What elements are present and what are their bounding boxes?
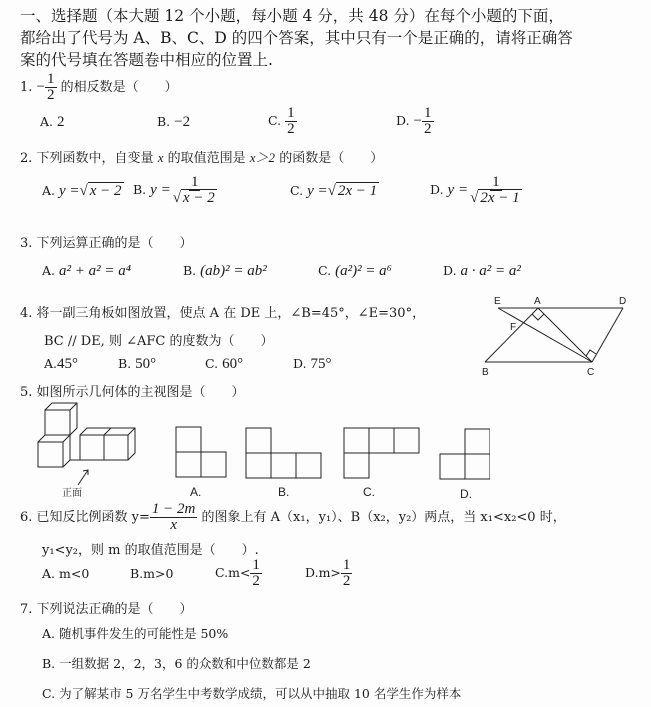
option-label: C. xyxy=(268,113,282,128)
option-b[interactable] xyxy=(118,356,156,373)
numerator: 1 xyxy=(424,105,432,121)
question-stem: 如图所示几何体的主视图是（ ） xyxy=(36,385,245,400)
radicand: x − 2 xyxy=(182,190,215,206)
fraction xyxy=(341,558,353,589)
option-label: D. xyxy=(430,182,444,197)
question-2 xyxy=(20,147,383,166)
option-b[interactable] xyxy=(157,114,190,131)
lhs: y = xyxy=(307,183,328,199)
option-c[interactable] xyxy=(268,106,297,137)
option-text: 45° xyxy=(57,356,79,372)
label-c: C xyxy=(587,367,595,378)
option-b[interactable] xyxy=(183,263,267,280)
option-label: D. xyxy=(293,356,307,371)
option-c[interactable] xyxy=(215,558,262,589)
question-stem: 的相反数是（ ） xyxy=(60,80,178,95)
numerator: 1 xyxy=(252,557,260,573)
option-label: A. xyxy=(42,183,56,198)
view-label-a: A. xyxy=(190,485,202,499)
question-5 xyxy=(20,381,245,400)
option-label: D. xyxy=(396,113,410,128)
option-b[interactable] xyxy=(133,175,219,206)
label-e: E xyxy=(494,296,501,307)
option-label: B. xyxy=(183,263,197,278)
question-number: 1. xyxy=(20,80,33,95)
option-c[interactable] xyxy=(318,263,392,280)
section-header-line-1: 一、选择题（本大题 12 个小题，每小题 4 分，共 48 分）在每个小题的下面， xyxy=(20,7,564,25)
line-dc xyxy=(592,308,623,362)
denominator: 2 xyxy=(252,573,260,589)
option-c[interactable] xyxy=(42,684,461,702)
option-label: B. xyxy=(118,356,132,371)
lhs: y = xyxy=(59,183,80,199)
option-label: C. xyxy=(290,183,304,198)
front-label: 正面 xyxy=(62,488,82,499)
view-options xyxy=(160,415,490,500)
question-number: 7. xyxy=(20,602,33,617)
option-label: A. xyxy=(44,356,58,371)
question-4 xyxy=(20,302,425,321)
option-d[interactable] xyxy=(293,356,332,373)
denominator: x xyxy=(170,517,177,533)
option-text: 60° xyxy=(222,356,244,372)
cube-solid-figure xyxy=(30,400,160,500)
view-label-b: B. xyxy=(278,485,290,499)
numerator: 1 xyxy=(190,174,199,190)
question-6-line-2: y₁<y₂，则 m 的取值范围是（ ）. xyxy=(42,543,259,558)
question-6 xyxy=(20,502,566,533)
label-f: F xyxy=(510,322,517,333)
option-label: A. xyxy=(40,114,54,129)
lhs: y = xyxy=(150,182,171,198)
minus-sign: − xyxy=(413,113,423,129)
question-4-line-2: BC // DE, 则 ∠AFC 的度数为（ ） xyxy=(44,334,274,349)
question-1 xyxy=(20,72,178,103)
option-label: A. xyxy=(42,626,56,641)
option-c[interactable]: C. y =√ 2x − 1 xyxy=(290,183,378,199)
question-number: 5. xyxy=(20,385,33,400)
radicand: x − 2 xyxy=(89,183,122,199)
option-label: B. xyxy=(42,656,56,671)
option-c[interactable] xyxy=(205,356,243,373)
option-text: a² + a² = a⁴ xyxy=(59,263,131,279)
option-label: C. xyxy=(42,686,56,701)
view-label-d: D. xyxy=(460,487,472,500)
option-label: D. xyxy=(443,263,457,278)
fraction: $\frac{1}{√ x - 2}$ xyxy=(172,174,215,206)
option-label: B. xyxy=(157,114,171,129)
numerator: 1 xyxy=(342,557,351,573)
option-d[interactable] xyxy=(396,106,434,137)
denominator: 2 xyxy=(47,87,55,103)
section-header-line-3: 案的代号填在答题卷中相应的位置上. xyxy=(20,51,273,69)
option-d[interactable] xyxy=(443,263,521,280)
numerator: 1 xyxy=(287,105,295,121)
lhs: y = xyxy=(447,182,469,198)
view-label-c: C. xyxy=(363,485,375,499)
option-text: 2 xyxy=(57,114,65,130)
radicand: 2x − 1 xyxy=(337,183,378,199)
view-option-b[interactable] xyxy=(246,428,321,478)
option-label: A. xyxy=(42,566,56,581)
question-stem-part: 的函数是（ ） xyxy=(279,151,384,166)
numerator: 1 xyxy=(47,71,55,87)
option-b[interactable] xyxy=(130,566,173,581)
view-option-d[interactable] xyxy=(440,429,490,479)
question-stem-part: 已知反比例函数 y= xyxy=(36,510,150,525)
question-number: 2. xyxy=(20,151,33,166)
question-stem: 下列说法正确的是（ ） xyxy=(36,602,193,617)
variable: x xyxy=(157,150,164,165)
fraction xyxy=(285,106,297,137)
option-label: C. xyxy=(215,565,229,580)
option-text: (ab)² = ab² xyxy=(200,263,267,279)
option-text: −2 xyxy=(174,114,191,130)
numerator: 1 − 2m xyxy=(151,501,196,517)
option-d[interactable] xyxy=(305,558,352,589)
option-text: m<0 xyxy=(59,566,90,581)
label-b: B xyxy=(482,367,489,378)
fraction: $\frac{1}{√ 2x - 1}$ xyxy=(470,174,520,206)
numerator: 1 xyxy=(492,174,500,190)
option-text: 50° xyxy=(135,356,157,372)
option-label: C. xyxy=(205,356,219,371)
option-text: m> xyxy=(318,565,341,580)
denominator: 2 xyxy=(424,121,432,137)
question-number: 4. xyxy=(20,306,33,321)
question-stem-part: 下列函数中，自变量 xyxy=(36,151,154,166)
option-label: A. xyxy=(42,263,56,278)
option-a[interactable] xyxy=(42,566,89,581)
option-a[interactable]: A. y =√ x − 2 xyxy=(42,183,122,199)
minus-sign: − xyxy=(36,79,46,95)
option-text: 为了解某市 5 万名学生中考数学成绩，可以从中抽取 10 名学生作为样本 xyxy=(59,686,462,701)
option-label: B. xyxy=(130,566,144,581)
option-a[interactable] xyxy=(42,263,131,280)
option-text: 一组数据 2，2，3，6 的众数和中位数都是 2 xyxy=(59,656,311,671)
option-label: B. xyxy=(133,182,147,197)
question-stem: 下列运算正确的是（ ） xyxy=(36,236,193,251)
question-number: 6. xyxy=(20,510,33,525)
view-option-a[interactable] xyxy=(176,427,226,477)
question-stem: 将一副三角板如图放置，使点 A 在 DE 上，∠B=45°，∠E=30°， xyxy=(36,306,426,321)
fraction xyxy=(422,106,434,137)
option-d[interactable] xyxy=(430,175,524,206)
triangle-figure xyxy=(470,290,651,380)
label-d: D xyxy=(619,296,627,307)
option-label: C. xyxy=(318,263,332,278)
option-text: m>0 xyxy=(143,566,174,581)
right-angle-mark-a xyxy=(532,314,544,320)
denominator: 2 xyxy=(342,573,351,589)
fraction xyxy=(45,72,57,103)
radicand: 2x − 1 xyxy=(480,190,520,206)
fraction xyxy=(250,558,262,589)
condition: x＞2 xyxy=(249,150,276,165)
fraction xyxy=(150,502,197,533)
question-number: 3. xyxy=(20,236,33,251)
question-stem-part: 的取值范围是 xyxy=(167,151,246,166)
option-text: 随机事件发生的可能性是 50% xyxy=(59,626,229,641)
denominator: 2 xyxy=(287,121,295,137)
option-text: (a²)² = a⁶ xyxy=(335,263,392,279)
option-label: D. xyxy=(305,565,319,580)
section-header-line-2: 都给出了代号为 A、B、C、D 的四个答案，其中只有一个是正确的，请将正确答 xyxy=(20,29,573,47)
option-text: m< xyxy=(228,565,251,580)
option-a[interactable] xyxy=(42,624,228,642)
option-a[interactable] xyxy=(44,356,78,373)
line-ac xyxy=(538,308,592,362)
question-3 xyxy=(20,232,193,251)
right-angle-mark-c xyxy=(586,350,596,356)
question-stem-part: 的图象上有 A（x₁，y₁）、B（x₂，y₂）两点，当 x₁<x₂<0 时， xyxy=(201,510,566,525)
question-7 xyxy=(20,598,193,617)
label-a: A xyxy=(534,296,541,307)
option-a[interactable] xyxy=(40,114,65,131)
view-option-c[interactable] xyxy=(344,428,419,478)
option-text: a · a² = a² xyxy=(460,263,521,279)
option-text: 75° xyxy=(310,356,332,372)
option-b[interactable] xyxy=(42,654,311,672)
